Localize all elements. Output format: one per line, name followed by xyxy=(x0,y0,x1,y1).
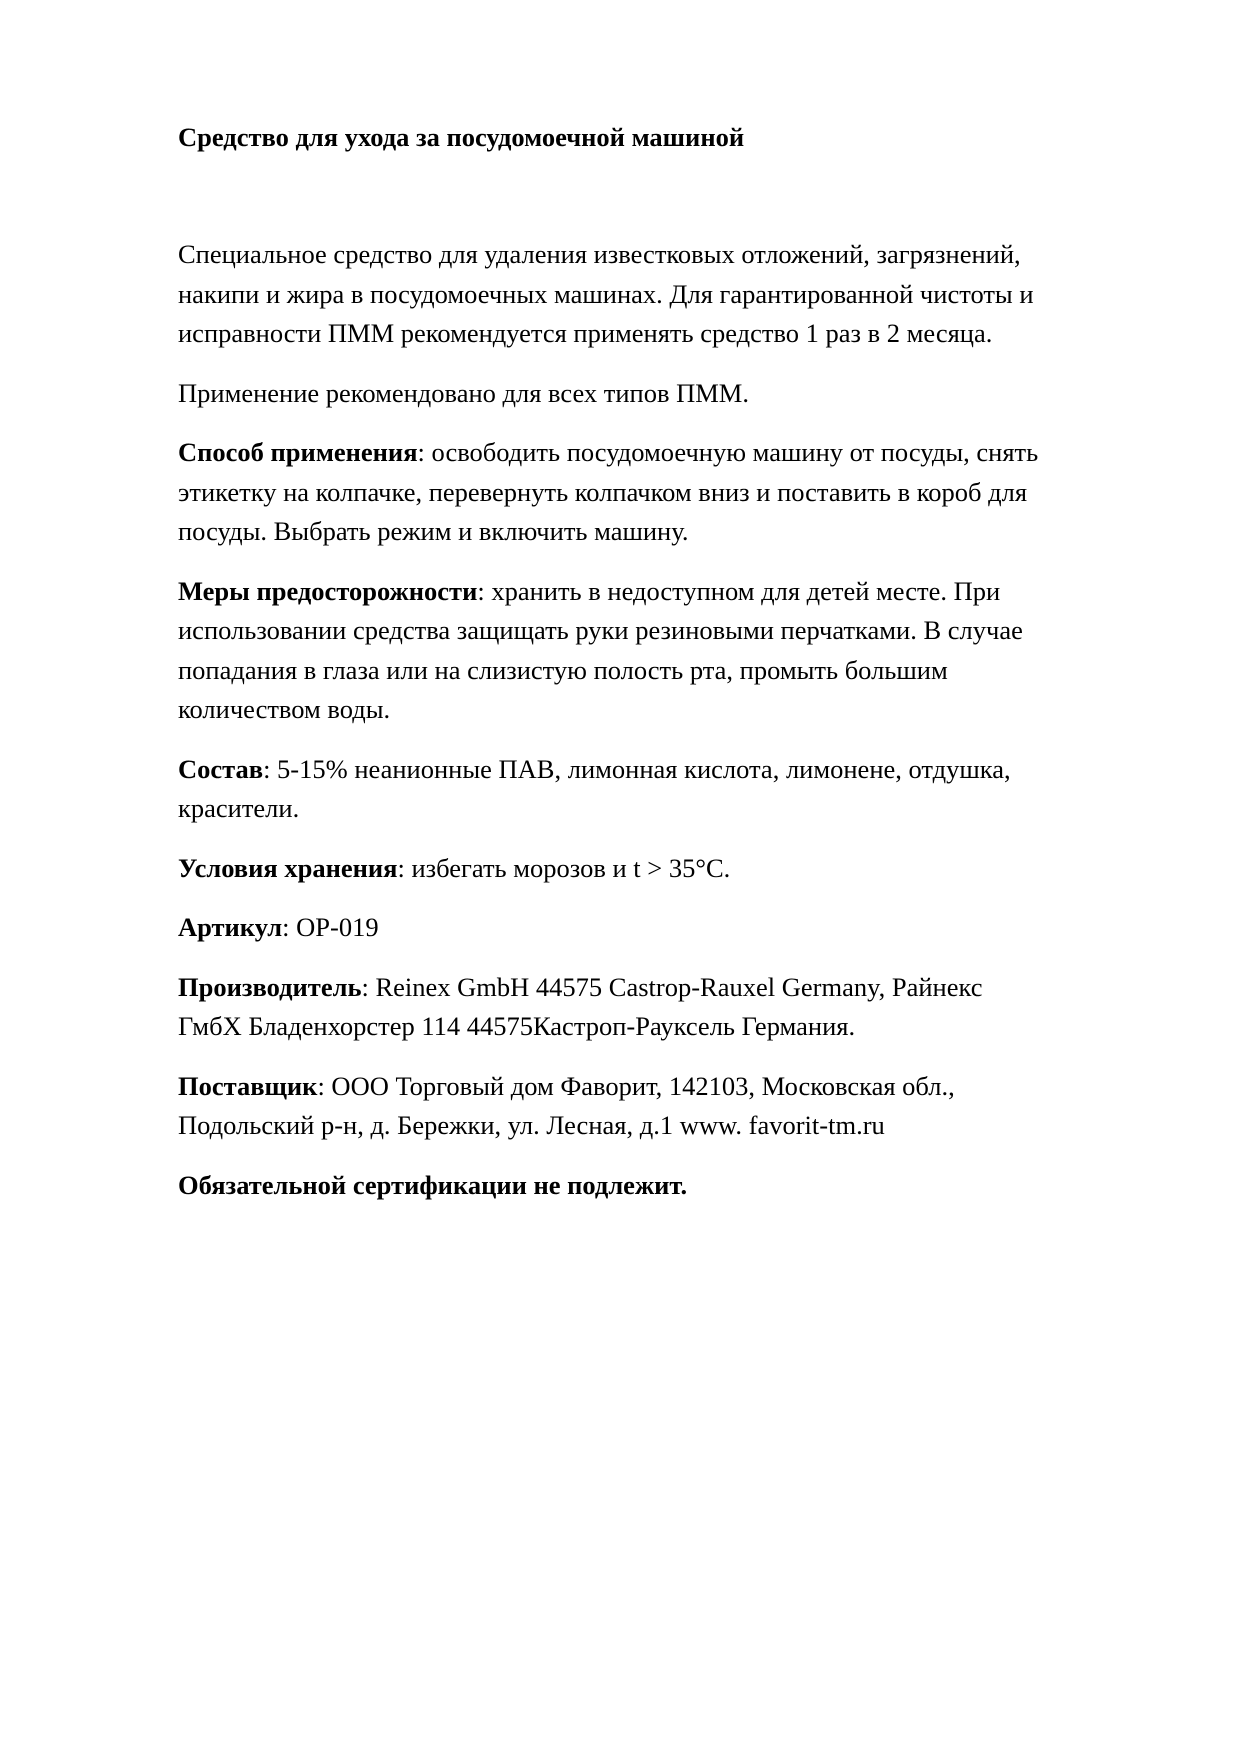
supplier-text: Подольский р-н, д. Бережки, ул. Лесная, д.1 www. favorit-tm.ru xyxy=(178,1110,885,1140)
composition-paragraph xyxy=(178,750,1138,829)
application-text: посуды. Выбрать режим и включить машину. xyxy=(178,516,689,546)
usage-note: Применение рекомендовано для всех типов ПММ. xyxy=(178,377,749,408)
document-title: Средство для ухода за посудомоечной машиной xyxy=(178,122,745,152)
intro-paragraph xyxy=(178,235,1138,354)
article-paragraph xyxy=(178,908,1138,948)
manufacturer-label: Производитель xyxy=(178,971,362,1002)
precautions-text: количеством воды. xyxy=(178,694,391,724)
supplier-label: Поставщик xyxy=(178,1070,318,1101)
application-text: : освободить посудомоечную машину от посуды, снять xyxy=(417,437,1039,467)
intro-line: Специальное средство для удаления известковых отложений, загрязнений, xyxy=(178,239,1021,269)
application-text: этикетку на колпачке, перевернуть колпачком вниз и поставить в короб для xyxy=(178,476,1028,507)
storage-text: : избегать морозов и t > 35°С. xyxy=(397,852,731,883)
intro-line: исправности ПММ рекомендуется применять средство 1 раз в 2 месяца. xyxy=(178,318,993,348)
manufacturer-text: ГмбХ Бладенхорстер 114 44575Кастроп-Рауксель Германия. xyxy=(178,1011,856,1041)
article-text: : ОР-019 xyxy=(282,912,379,942)
composition-text: красители. xyxy=(178,793,300,823)
application-paragraph xyxy=(178,433,1138,552)
precautions-text: использовании средства защищать руки резиновыми перчатками. В случае xyxy=(178,615,1023,645)
precautions-paragraph xyxy=(178,572,1138,730)
composition-label: Состав xyxy=(178,753,264,784)
storage-label: Условия хранения xyxy=(178,852,398,883)
intro-line: накипи и жира в посудомоечных машинах. Для гарантированной чистоты и xyxy=(178,278,1034,309)
document-body xyxy=(178,235,1138,1225)
supplier-paragraph xyxy=(178,1067,1138,1146)
certification-note: Обязательной сертификации не подлежит. xyxy=(178,1169,688,1200)
composition-text: : 5-15% неанионные ПАВ, лимонная кислота, лимонене, отдушка, xyxy=(263,753,1011,784)
precautions-text: : хранить в недоступном для детей месте. При xyxy=(477,575,1001,606)
precautions-label: Меры предосторожности xyxy=(178,575,478,606)
application-label: Способ применения xyxy=(178,437,418,467)
manufacturer-text: : Reinex GmbH 44575 Castrop-Rauxel Germany, Райнекс xyxy=(361,971,983,1002)
article-label: Артикул xyxy=(178,912,283,942)
manufacturer-paragraph xyxy=(178,968,1138,1047)
precautions-text: попадания в глаза или на слизистую полость рта, промыть большим xyxy=(178,654,948,685)
storage-paragraph xyxy=(178,849,1138,889)
supplier-text: : ООО Торговый дом Фаворит, 142103, Московская обл., xyxy=(317,1070,955,1101)
